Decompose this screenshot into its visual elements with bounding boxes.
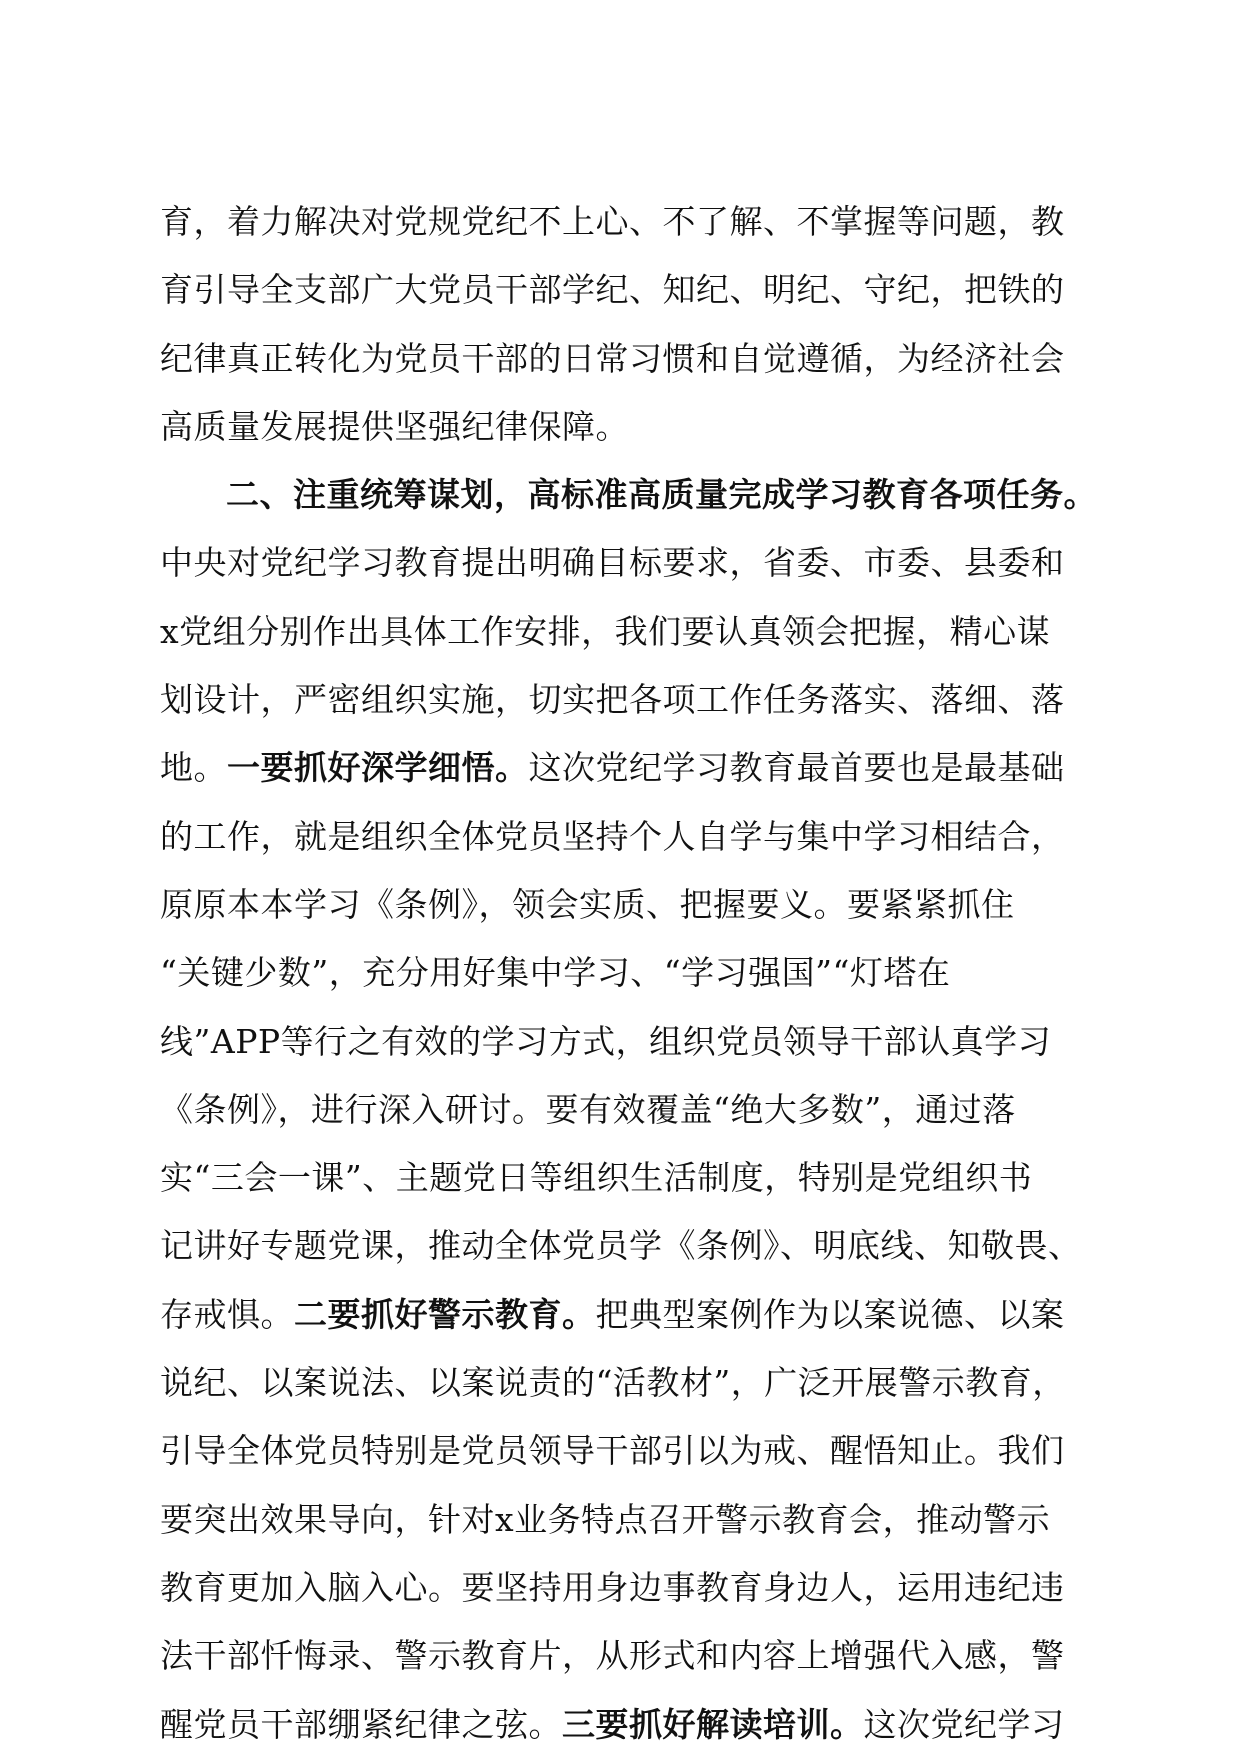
text-line (160, 325, 1080, 393)
text-line (160, 1486, 1080, 1554)
subheading-three: 三要抓好解读培训。 (562, 1704, 864, 1744)
text-run: 存戒惧。 (160, 1294, 294, 1334)
text-line (160, 1622, 1080, 1690)
text-run: x党组分别作出具体工作安排，我们要认真领会把握，精心谋 (160, 611, 1051, 651)
text-line (160, 1281, 1080, 1349)
text-run: 高质量发展提供坚强纪律保障。 (160, 406, 629, 446)
text-run: 法干部忏悔录、警示教育片，从形式和内容上增强代入感，警 (160, 1636, 1065, 1676)
text-line (160, 529, 1080, 597)
text-run: 记讲好专题党课，推动全体党员学《条例》、明底线、知敬畏、 (160, 1226, 1082, 1266)
text-run: 线”APP等行之有效的学习方式，组织党员领导干部认真学习 (160, 1021, 1052, 1061)
subheading-two: 二要抓好警示教育。 (294, 1294, 596, 1334)
text-run: 地。 (160, 748, 227, 788)
text-line (160, 1691, 1080, 1759)
text-run: 原原本本学习《条例》，领会实质、把握要义。要紧紧抓住 (160, 884, 1015, 924)
text-run: 把典型案例作为以案说德、以案 (595, 1294, 1065, 1334)
text-line (160, 666, 1080, 734)
text-line (160, 1212, 1080, 1280)
text-line (160, 1008, 1080, 1076)
subheading-one: 一要抓好深学细悟。 (227, 748, 529, 788)
body-text (160, 188, 1097, 1759)
text-run: 醒党员干部绷紧纪律之弦。 (160, 1704, 562, 1744)
text-run: 纪律真正转化为党员干部的日常习惯和自觉遵循，为经济社会 (160, 338, 1065, 378)
text-line (160, 598, 1080, 666)
text-line (160, 1144, 1080, 1212)
text-run: 《条例》，进行深入研讨。要有效覆盖“绝大多数”，通过落 (160, 1089, 1016, 1129)
text-run: “关键少数”，充分用好集中学习、“学习强国”“灯塔在 (160, 953, 951, 993)
text-run: 要突出效果导向，针对x业务特点召开警示教育会，推动警示 (160, 1499, 1051, 1539)
text-line (160, 939, 1080, 1007)
text-line (160, 1076, 1080, 1144)
text-run: 划设计，严密组织实施，切实把各项工作任务落实、落细、落 (160, 680, 1065, 720)
text-run: 的工作，就是组织全体党员坚持个人自学与集中学习相结合， (160, 816, 1065, 856)
text-line (160, 1349, 1080, 1417)
text-run: 实“三会一课”、主题党日等组织生活制度，特别是党组织书 (160, 1158, 1033, 1198)
text-line (160, 871, 1080, 939)
text-run: 教育更加入脑入心。要坚持用身边事教育身边人，运用违纪违 (160, 1567, 1065, 1607)
text-line (160, 393, 1080, 461)
text-line (160, 803, 1080, 871)
text-line (160, 1554, 1080, 1622)
text-run: 育引导全支部广大党员干部学纪、知纪、明纪、守纪，把铁的 (160, 270, 1065, 310)
text-run: 引导全体党员特别是党员领导干部引以为戒、醒悟知止。我们 (160, 1431, 1065, 1471)
text-run: 中央对党纪学习教育提出明确目标要求，省委、市委、县委和 (160, 543, 1065, 583)
text-line (160, 1417, 1080, 1485)
text-line (160, 734, 1080, 802)
text-run: 这次党纪学习 (863, 1704, 1065, 1744)
text-run: 说纪、以案说法、以案说责的“活教材”，广泛开展警示教育， (160, 1363, 1066, 1403)
text-run: 这次党纪学习教育最首要也是最基础 (528, 748, 1065, 788)
section-heading: 二、注重统筹谋划，高标准高质量完成学习教育各项任务。 (226, 475, 1097, 515)
section-heading-line (160, 461, 1097, 529)
text-line (160, 256, 1080, 324)
text-line (160, 188, 1080, 256)
text-run: 育，着力解决对党规党纪不上心、不了解、不掌握等问题，教 (160, 202, 1065, 241)
